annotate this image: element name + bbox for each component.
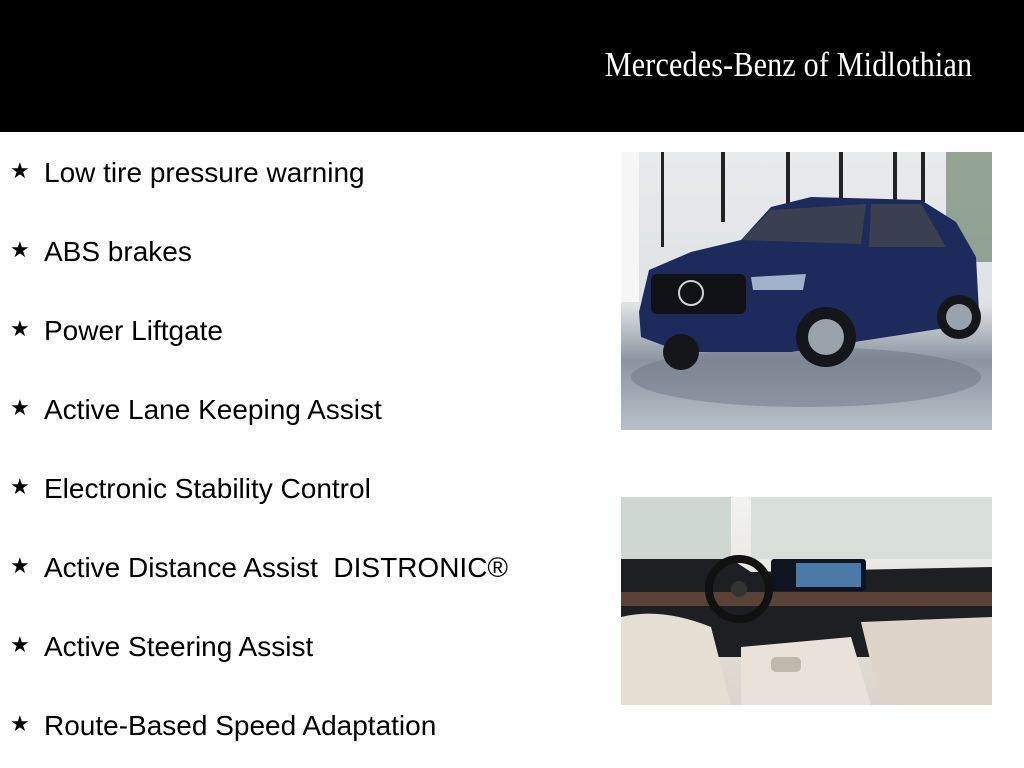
star-icon: ★ [10,395,30,420]
star-icon: ★ [10,632,30,657]
feature-item [10,706,436,746]
feature-item [10,390,382,430]
feature-item [10,548,508,588]
star-icon: ★ [10,711,30,736]
feature-item [10,153,365,193]
feature-label: Route-Based Speed Adaptation [44,710,437,741]
star-icon: ★ [10,158,30,183]
feature-item [10,232,192,272]
feature-item [10,627,313,667]
feature-label: Active Distance Assist DISTRONIC® [44,552,509,583]
interior-dashboard-illustration [621,497,992,705]
feature-label: Low tire pressure warning [44,157,365,188]
feature-label: ABS brakes [44,236,192,267]
feature-item [10,469,371,509]
feature-label: Active Steering Assist [44,631,314,662]
feature-item [10,311,223,351]
star-icon: ★ [10,474,30,499]
star-icon: ★ [10,553,30,578]
feature-label: Power Liftgate [44,315,223,346]
header-bar [0,0,1024,132]
suv-exterior-illustration [621,152,992,430]
vehicle-exterior-photo [621,152,992,430]
vehicle-interior-photo [621,497,992,705]
feature-label: Active Lane Keeping Assist [44,394,382,425]
star-icon: ★ [10,237,30,262]
star-icon: ★ [10,316,30,341]
feature-label: Electronic Stability Control [44,473,371,504]
dealer-name: Mercedes-Benz of Midlothian [604,45,972,84]
